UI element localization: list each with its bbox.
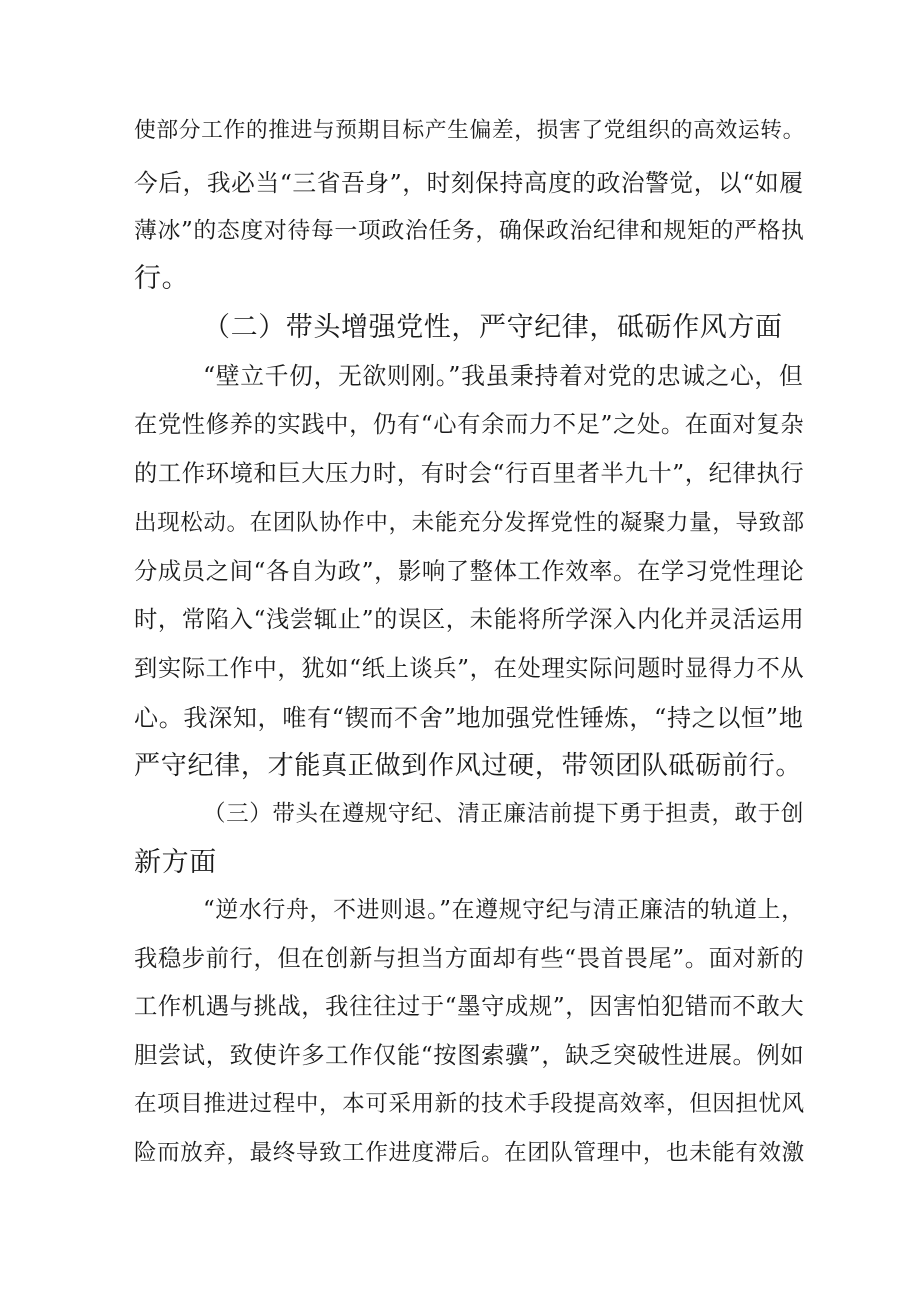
body-text-line: 使部分工作的推进与预期目标产生偏差，损害了党组织的高效运转。 xyxy=(134,118,805,143)
body-text-line: 今后，我必当“三省吾身”，时刻保持高度的政治警觉，以“如履 xyxy=(134,169,804,197)
body-text-line: 我稳步前行，但在创新与担当方面却有些“畏首畏尾”。面对新的 xyxy=(134,945,805,972)
body-text-line: 分成员之间“各自为政”，影响了整体工作效率。在学习党性理论 xyxy=(134,558,805,585)
body-text-line: 时，常陷入“浅尝辄止”的误区，未能将所学深入内化并灵活运用 xyxy=(134,606,805,633)
body-text-line: 工作机遇与挑战，我往往过于“墨守成规”，因害怕犯错而不敢大 xyxy=(134,993,805,1020)
body-text-line: 胆尝试，致使许多工作仅能“按图索骥”，缺乏突破性进展。例如 xyxy=(134,1042,805,1069)
section-heading-3: （三）带头在遵规守纪、清正廉洁前提下勇于担责，敢于创 xyxy=(203,801,805,827)
body-text-line: 到实际工作中，犹如“纸上谈兵”，在处理实际问题时显得力不从 xyxy=(134,655,805,682)
body-text-line: “逆水行舟，不进则退。”在遵规守纪与清正廉洁的轨道上， xyxy=(203,897,805,923)
body-text-line: 心。我深知，唯有“锲而不舍”地加强党性锤炼，“持之以恒”地 xyxy=(134,704,804,732)
body-text-line: 的工作环境和巨大压力时，有时会“行百里者半九十”，纪律执行 xyxy=(134,460,805,487)
section-heading-3-continued: 新方面 xyxy=(134,847,217,878)
body-text-line: 行。 xyxy=(134,263,190,294)
body-text-line: 险而放弃，最终导致工作进度滞后。在团队管理中，也未能有效激 xyxy=(134,1140,805,1166)
section-heading-2: （二）带头增强党性，严守纪律，砥砺作风方面 xyxy=(203,312,783,343)
body-text-line: 在党性修养的实践中，仍有“心有余而力不足”之处。在面对复杂 xyxy=(134,411,805,438)
body-text-line: 严守纪律，才能真正做到作风过硬，带领团队砥砺前行。 xyxy=(134,751,803,781)
body-text-line: 薄冰”的态度对待每一项政治任务，确保政治纪律和规矩的严格执 xyxy=(134,218,805,244)
body-text-line: 出现松动。在团队协作中，未能充分发挥党性的凝聚力量，导致部 xyxy=(134,510,805,536)
body-text-line: 在项目推进过程中，本可采用新的技术手段提高效率，但因担忧风 xyxy=(134,1091,805,1117)
body-text-line: “壁立千仞，无欲则刚。”我虽秉持着对党的忠诚之心，但 xyxy=(203,362,804,390)
